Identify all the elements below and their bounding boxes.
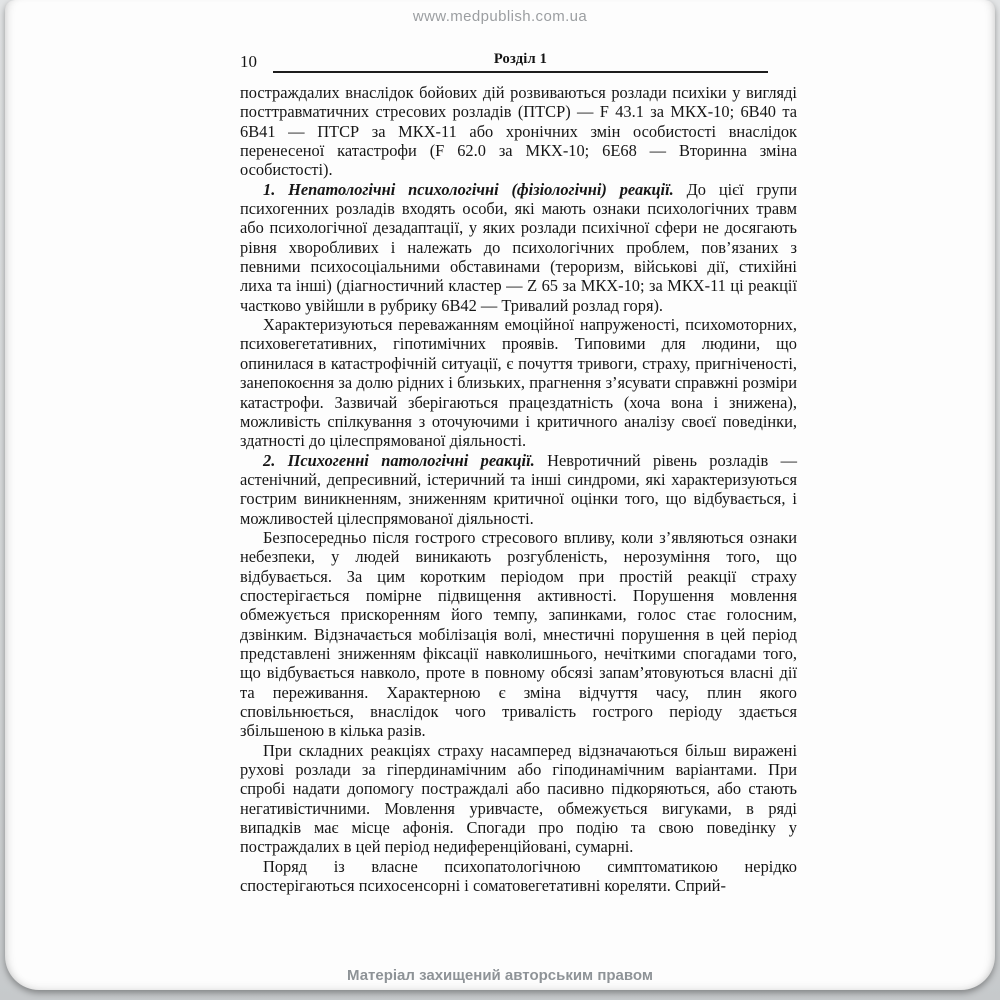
body-paragraph <box>240 857 797 896</box>
chapter-heading: Розділ 1 <box>493 51 548 67</box>
body-paragraph <box>240 528 797 741</box>
paragraph-text: Безпосередньо після гострого стресового впливу, коли з’являються ознаки небезпеки, у людей виникають розгубленість, нерозуміння того, що відбувається. За цим коротким періодом при простій реакції страху спостерігається помірне підвищення активності. Порушення мовлення обмежується прискоренням його темпу, запинками, голос стає голосним, дзвінким. Відзначається мобілізація волі, мнестичні порушення в цей період представлені зниженням фіксації навколишнього, нечіткими спогадами того, що відбувається навколо, проте в повному обсязі запам’ятовуються власні дії та переживання. Характерною є зміна відчуття часу, плин якого сповільнюється, внаслідок чого тривалість гострого періоду здається збільшеною в кілька разів. <box>240 527 797 741</box>
page-number: 10 <box>240 52 257 72</box>
body-paragraph <box>240 83 797 180</box>
body-paragraph <box>240 741 797 857</box>
paragraph-text: До цієї групи психогенних розладів входять особи, які мають ознаки психологічних травм або психологічної дезадаптації, у яких розлади психічної сфери не досягають рівня хворобливих і належать до психологічних проблем, пов’язаних з певними психосоціальними обставинами (тероризм, військові дії, стихійні лиха та інші) (діагностичний кластер — Z 65 за МКХ-10; за МКХ-11 ці реакції частково увійшли в рубрику 6В42 — Тривалий розлад горя). <box>240 179 798 315</box>
publisher-watermark: www.medpublish.com.ua <box>412 8 588 25</box>
paragraph-text: При складних реакціях страху насамперед відзначаються більш виражені рухові розлади за гіпердинамічним або гіподинамічним варіантами. При спробі надати допомогу постраждалі або пасивно підкоряються, або стають негативістичними. Мовлення уривчасте, обмежується вигуками, в ряді випадків має місце афонія. Спогади про подію та свою поведінку у постраждалих в цей період недиференційовані, сумарні. <box>240 740 797 857</box>
copyright-notice: Матеріал захищений авторським правом <box>347 967 653 984</box>
body-text-block <box>240 83 797 895</box>
paragraph-lead: 1. Непатологічні психологічні (фізіологічні) реакції. <box>263 179 674 199</box>
chapter-heading-rule <box>273 50 768 73</box>
page-header <box>240 50 796 73</box>
paragraph-lead: 2. Психогенні патологічні реакції. <box>263 450 535 470</box>
book-page <box>5 0 995 990</box>
paragraph-text: Поряд із власне психопатологічною симптоматикою нерідко спостерігаються психосенсорні і соматовегетативні кореляти. Сприй- <box>240 856 797 896</box>
paragraph-text: Характеризуються переважанням емоційної напруженості, психомоторних, психовегетативних, гіпотимічних проявів. Типовими для людини, що опинилася в катастрофічній ситуації, є почуття тривоги, страху, пригніченості, занепокоєння за долю рідних і близьких, прагнення з’ясувати справжні розміри катастрофи. Зазвичай зберігаються працездатність (хоча вона і знижена), можливість спілкування з оточуючими і критичного аналізу своєї поведінки, здатності до цілеспрямованої діяльності. <box>240 315 797 451</box>
body-paragraph <box>240 315 797 450</box>
body-paragraph <box>240 451 797 528</box>
body-paragraph <box>240 180 797 315</box>
paragraph-text: постраждалих внаслідок бойових дій розвиваються розлади психіки у вигляді посттравматичних стресових розладів (ПТСР) — F 43.1 за МКХ-10; 6В40 та 6В41 — ПТСР за МКХ-11 або хронічних змін особистості внаслідок перенесеної катастрофи (F 62.0 за МКХ-10; 6Е68 — Вторинна зміна особистості). <box>240 83 797 180</box>
paragraph-text: Невротичний рівень розладів — астенічний, депресивний, істеричний та інші синдроми, які характеризуються гострим виникненням, зниженням критичної оцінки того, що відбувається, і можливостей цілеспрямованої діяльності. <box>240 450 797 528</box>
